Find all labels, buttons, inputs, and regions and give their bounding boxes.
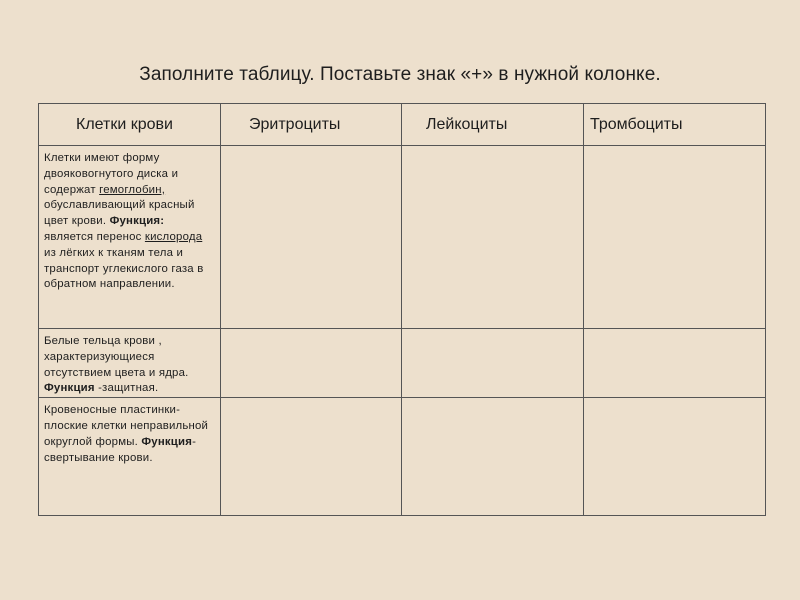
function-label: Функция: <box>109 215 165 228</box>
answer-cell-thrombocytes[interactable] <box>584 329 766 398</box>
answer-cell-erythrocytes[interactable] <box>221 329 402 398</box>
answer-cell-leukocytes[interactable] <box>402 329 584 398</box>
term-hemoglobin: гемоглобин, <box>99 183 166 196</box>
header-blood-cells: Клетки крови <box>39 104 221 146</box>
answer-cell-leukocytes[interactable] <box>402 398 584 516</box>
function-label: Функция <box>44 382 95 395</box>
table-row <box>39 398 766 516</box>
answer-cell-leukocytes[interactable] <box>402 146 584 329</box>
blood-cells-table <box>38 103 766 516</box>
answer-cell-erythrocytes[interactable] <box>221 398 402 516</box>
function-label: Функция <box>141 435 193 448</box>
term-oxygen: кислорода <box>144 230 203 243</box>
answer-cell-erythrocytes[interactable] <box>221 146 402 329</box>
answer-cell-thrombocytes[interactable] <box>584 146 766 329</box>
header-erythrocytes: Эритроциты <box>221 104 402 146</box>
table-row <box>39 146 766 329</box>
answer-cell-thrombocytes[interactable] <box>584 398 766 516</box>
page-title: Заполните таблицу. Поставьте знак «+» в нужной колонке. <box>139 64 661 85</box>
header-thrombocytes: Тромбоциты <box>584 104 766 146</box>
description-cell: Клетки имеют форму двояковогнутого диска и содержат гемоглобин, обуславливающий красный цвет крови. Функция: является перенос кислорода из лёгких к тканям тела и транспорт углекислого газа в обратном направлении. <box>39 146 221 329</box>
header-leukocytes: Лейкоциты <box>402 104 584 146</box>
description-cell: Белые тельца крови , характеризующиеся отсутствием цвета и ядра. Функция -защитная. <box>39 329 221 398</box>
table-header-row <box>39 104 766 146</box>
description-cell: Кровеносные пластинки-плоские клетки неправильной округлой формы. Функция-свертывание крови. <box>39 398 221 516</box>
table-row <box>39 329 766 398</box>
